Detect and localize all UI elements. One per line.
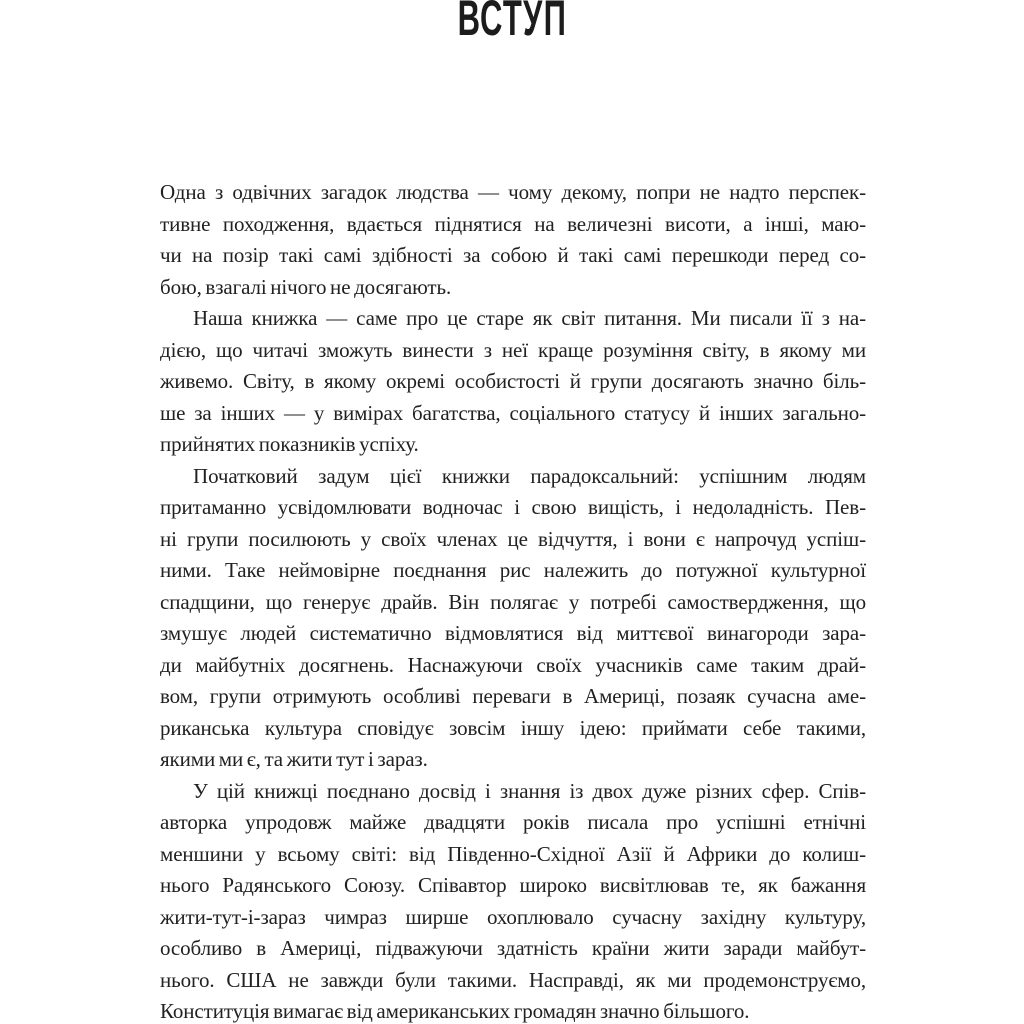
text-line: особливо в Америці, підважуючи здатність країни жити заради майбут- <box>160 936 866 960</box>
text-line: тивне походження, вдається піднятися на величезні висоти, а інші, маю- <box>160 211 866 236</box>
chapter-title-text: ВСТУП <box>457 0 567 46</box>
text-line: нього Радянського Союзу. Співавтор широко висвітлював те, як бажання <box>160 873 866 897</box>
paragraph <box>160 177 866 303</box>
text-line: ні групи посилюють у своїх членах це відчуття, і вони є напрочуд успіш- <box>160 526 866 551</box>
text-line: спадщини, що генерує драйв. Він полягає у потребі самоствердження, що <box>160 589 866 614</box>
paragraph <box>160 303 866 461</box>
text-line: ше за інших — у вимірах багатства, соціального статусу й інших загально- <box>160 400 866 425</box>
text-line: вом, групи отримують особливі переваги в Америці, позаяк сучасна аме- <box>160 684 866 708</box>
chapter-title <box>0 0 1024 46</box>
text-line: Конституція вимагає від американських громадян значно більшого. <box>160 999 750 1023</box>
text-line: нього. США не завжди були такими. Насправді, як ми продемонструємо, <box>160 967 866 992</box>
text-line: чи на позір такі самі здібності за собою й такі самі перешкоди перед со- <box>160 243 866 267</box>
text-line: живемо. Світу, в якому окремі особистості й групи досягають значно біль- <box>160 369 866 393</box>
text-line: Наша книжка — саме про це старе як світ питання. Ми писали її з на- <box>193 306 866 330</box>
body-text <box>160 177 866 1024</box>
text-line: авторка упродовж майже двадцяти років писала про успішні етнічні <box>160 810 866 834</box>
text-line: жити-тут-і-зараз чимраз ширше охоплювало сучасну західну культуру, <box>160 904 866 929</box>
text-line: якими ми є, та жити тут і зараз. <box>160 747 428 771</box>
text-line: притаманно усвідомлювати водночас і свою вищість, і недоладність. Пев- <box>160 495 866 519</box>
text-line: риканська культура сповідує зовсім іншу ідею: приймати себе такими, <box>160 715 866 740</box>
text-line: ними. Таке неймовірне поєднання рис належить до потужної культурної <box>160 558 866 582</box>
text-line: Одна з одвічних загадок людства — чому декому, попри не надто перспек- <box>160 180 866 204</box>
text-line: дією, що читачі зможуть винести з неї краще розуміння світу, в якому ми <box>160 337 866 362</box>
text-line: Початковий задум цієї книжки парадоксальний: успішним людям <box>193 463 866 488</box>
text-line: У цій книжці поєднано досвід і знання із двох дуже різних сфер. Спів- <box>193 778 866 803</box>
text-line: змушує людей систематично відмовлятися від миттєвої винагороди зара- <box>160 621 866 645</box>
text-line: прийнятих показників успіху. <box>160 432 419 456</box>
paragraph <box>160 461 866 776</box>
text-line: бою, взагалі нічого не досягають. <box>160 274 452 299</box>
text-line: меншини у всьому світі: від Південно-Східної Азії й Африки до колиш- <box>160 841 866 866</box>
paragraph <box>160 776 866 1024</box>
text-line: ди майбутніх досягнень. Наснажуючи своїх учасників саме таким драй- <box>160 652 866 677</box>
